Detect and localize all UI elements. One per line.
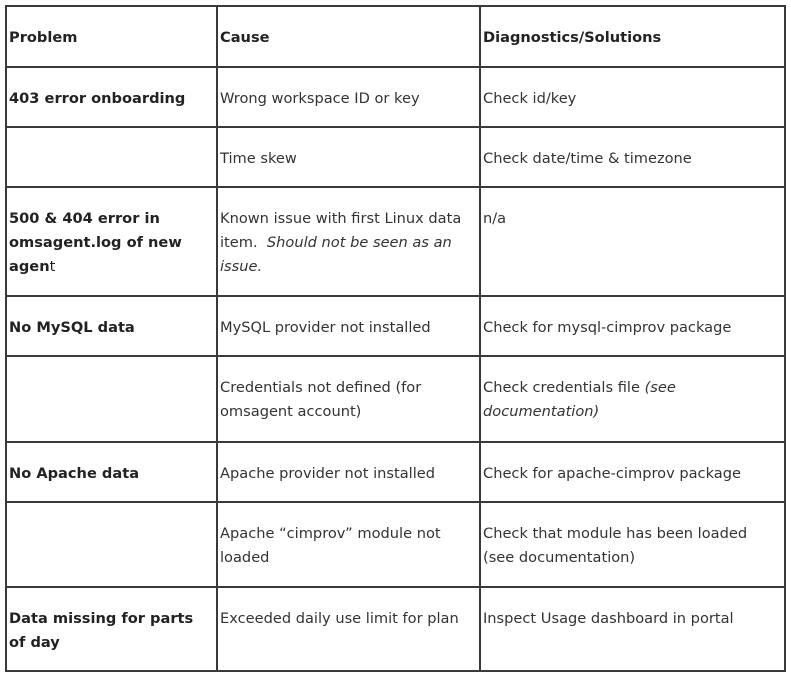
problem-text <box>9 357 214 376</box>
cause-cell <box>217 442 480 502</box>
table-row <box>6 442 785 502</box>
solution-cell <box>480 296 785 356</box>
problem-text: 403 error onboarding <box>9 90 186 107</box>
solution-text: Check date/time & timezone <box>483 150 692 167</box>
cause-text: Apache provider not installed <box>220 465 435 482</box>
table-row <box>6 67 785 127</box>
solution-italic-text: (see documentation) <box>483 379 676 420</box>
troubleshooting-table <box>5 5 786 672</box>
cause-cell <box>217 587 480 671</box>
solution-main-text: Check credentials file <box>483 379 640 396</box>
solution-cell <box>480 442 785 502</box>
cause-cell <box>217 502 480 587</box>
cause-text: Credentials not defined (for omsagent account) <box>220 379 422 420</box>
cause-cell <box>217 296 480 356</box>
solution-text: n/a <box>483 210 507 227</box>
header-problem: Problem <box>6 6 217 67</box>
problem-text: Data missing for parts of day <box>9 610 194 651</box>
solution-text: Inspect Usage dashboard in portal <box>483 610 734 627</box>
cause-cell <box>217 356 480 442</box>
problem-text <box>9 188 214 279</box>
header-solutions: Diagnostics/Solutions <box>480 6 785 67</box>
problem-cell <box>6 502 217 587</box>
problem-cell <box>6 442 217 502</box>
solution-cell <box>480 356 785 442</box>
cause-text <box>220 188 477 279</box>
solution-cell <box>480 187 785 296</box>
solution-cell <box>480 502 785 587</box>
solution-cell <box>480 127 785 187</box>
solution-text <box>483 357 782 424</box>
problem-text: No MySQL data <box>9 319 135 336</box>
header-cause: Cause <box>217 6 480 67</box>
solution-text: Check id/key <box>483 90 577 107</box>
problem-cell <box>6 127 217 187</box>
problem-cell <box>6 296 217 356</box>
cause-text: Time skew <box>220 150 297 167</box>
cause-text: MySQL provider not installed <box>220 319 431 336</box>
troubleshooting-table-container <box>5 5 784 672</box>
header-row <box>6 6 785 67</box>
table-row <box>6 356 785 442</box>
cause-cell <box>217 67 480 127</box>
table-row <box>6 502 785 587</box>
problem-text <box>9 503 214 522</box>
problem-cell <box>6 187 217 296</box>
table-row <box>6 127 785 187</box>
cause-main-text: Known issue with first Linux data item. <box>220 210 462 251</box>
table-row <box>6 587 785 671</box>
cause-cell <box>217 187 480 296</box>
solution-text: Check that module has been loaded (see documentation) <box>483 525 748 566</box>
table-row <box>6 187 785 296</box>
cause-text: Apache “cimprov” module not loaded <box>220 525 441 566</box>
problem-cell <box>6 587 217 671</box>
problem-tail-text: t <box>49 258 56 275</box>
solution-cell <box>480 67 785 127</box>
problem-text <box>9 128 214 147</box>
problem-cell <box>6 67 217 127</box>
problem-cell <box>6 356 217 442</box>
cause-text: Wrong workspace ID or key <box>220 90 420 107</box>
cause-text: Exceeded daily use limit for plan <box>220 610 459 627</box>
cause-cell <box>217 127 480 187</box>
cause-italic-text: Should not be seen as an issue. <box>220 234 452 275</box>
table-row <box>6 296 785 356</box>
solution-text: Check for mysql-cimprov package <box>483 319 732 336</box>
problem-text: No Apache data <box>9 465 140 482</box>
solution-text: Check for apache-cimprov package <box>483 465 741 482</box>
problem-bold-text: 500 & 404 error in omsagent.log of new agen <box>9 210 182 275</box>
solution-cell <box>480 587 785 671</box>
